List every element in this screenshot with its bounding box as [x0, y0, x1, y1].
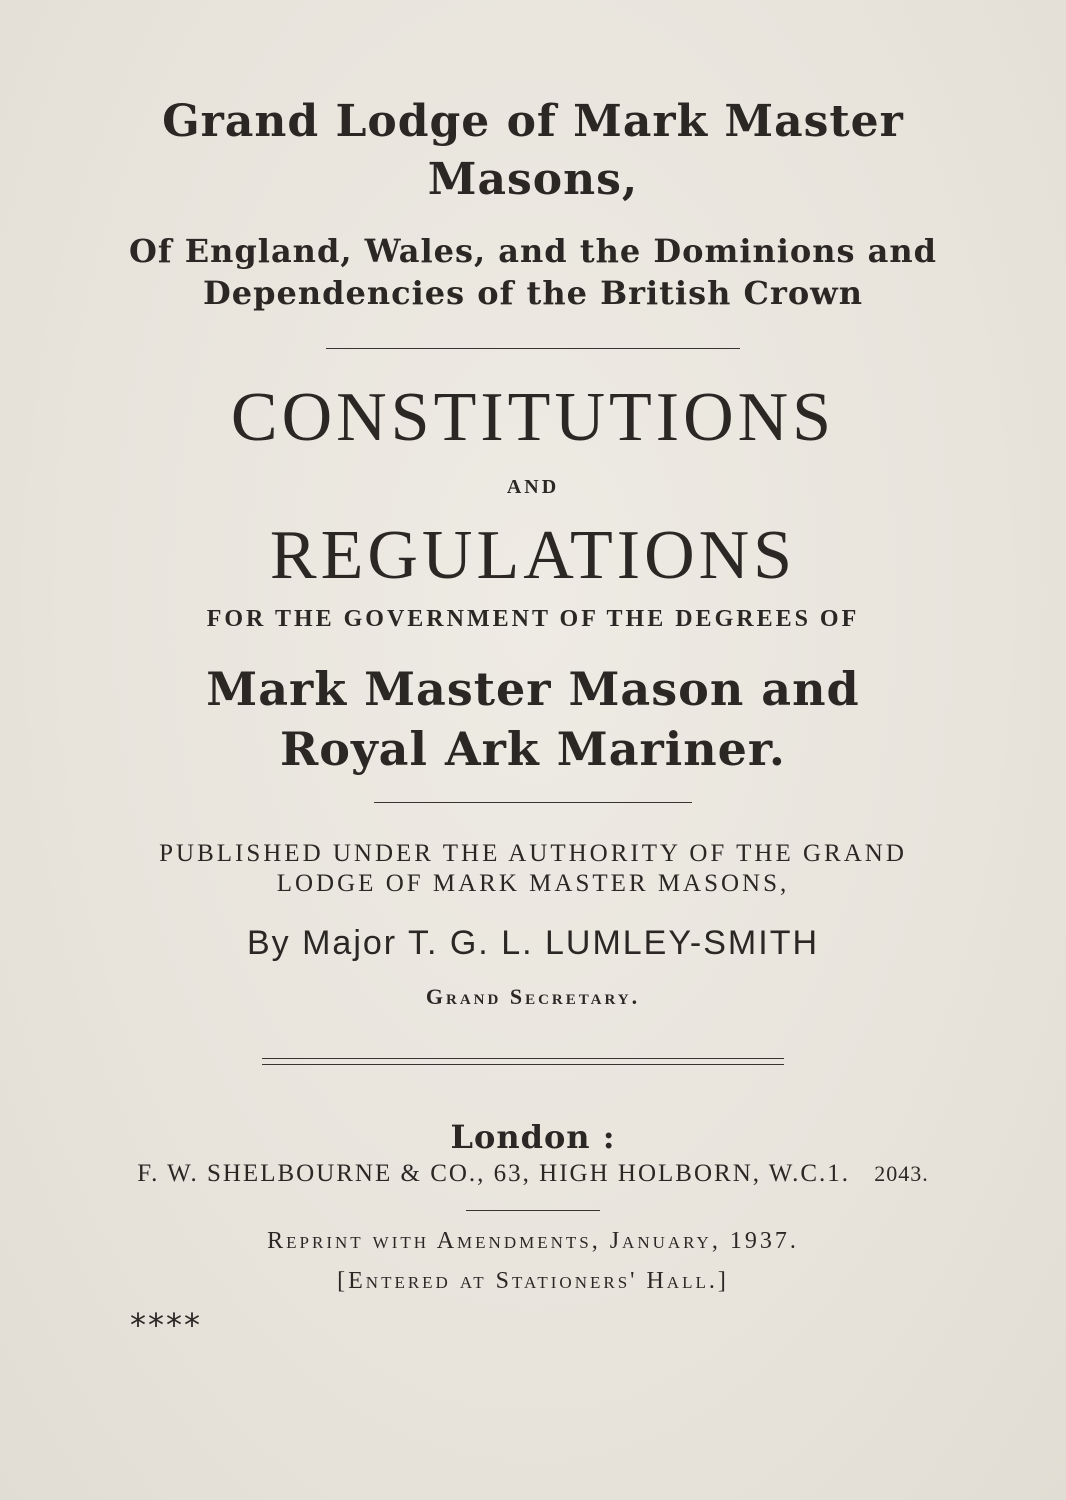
divider-rule-1 [326, 348, 740, 349]
imprint-reprint: Reprint with Amendments, January, 1937. [267, 1228, 799, 1254]
imprint-entered: [Entered at Stationers' Hall.] [337, 1268, 729, 1294]
header-line-1: Grand Lodge of Mark Master [162, 96, 904, 147]
author-role: Grand Secretary. [425, 984, 641, 1009]
authority-line-1: PUBLISHED UNDER THE AUTHORITY OF THE GRAND [159, 840, 907, 867]
header-line-2: Masons, [427, 154, 639, 205]
imprint-publisher-row [0, 1160, 1066, 1188]
author-line: By Major T. G. L. LUMLEY-SMITH [246, 924, 820, 962]
double-divider-rule [262, 1058, 784, 1065]
divider-rule-3 [466, 1210, 600, 1211]
asterisk-mark: **** [130, 1306, 202, 1344]
degree-line-1: Mark Master Mason and [206, 662, 860, 716]
imprint-publisher: F. W. SHELBOURNE & CO., 63, HIGH HOLBORN, W.C.1. [137, 1160, 851, 1187]
imprint-city: London : [450, 1118, 616, 1156]
title-and: AND [506, 476, 560, 498]
title-subtitle: FOR THE GOVERNMENT OF THE DEGREES OF [206, 606, 860, 632]
imprint-code: 2043. [874, 1161, 929, 1186]
divider-rule-2 [374, 802, 692, 803]
title-constitutions: CONSTITUTIONS [230, 379, 836, 456]
title-regulations: REGULATIONS [269, 517, 797, 594]
authority-line-2: LODGE OF MARK MASTER MASONS, [276, 870, 790, 897]
header-line-3: Of England, Wales, and the Dominions and [128, 232, 938, 270]
degree-line-2: Royal Ark Mariner. [280, 722, 786, 776]
header-line-4: Dependencies of the British Crown [203, 274, 863, 312]
